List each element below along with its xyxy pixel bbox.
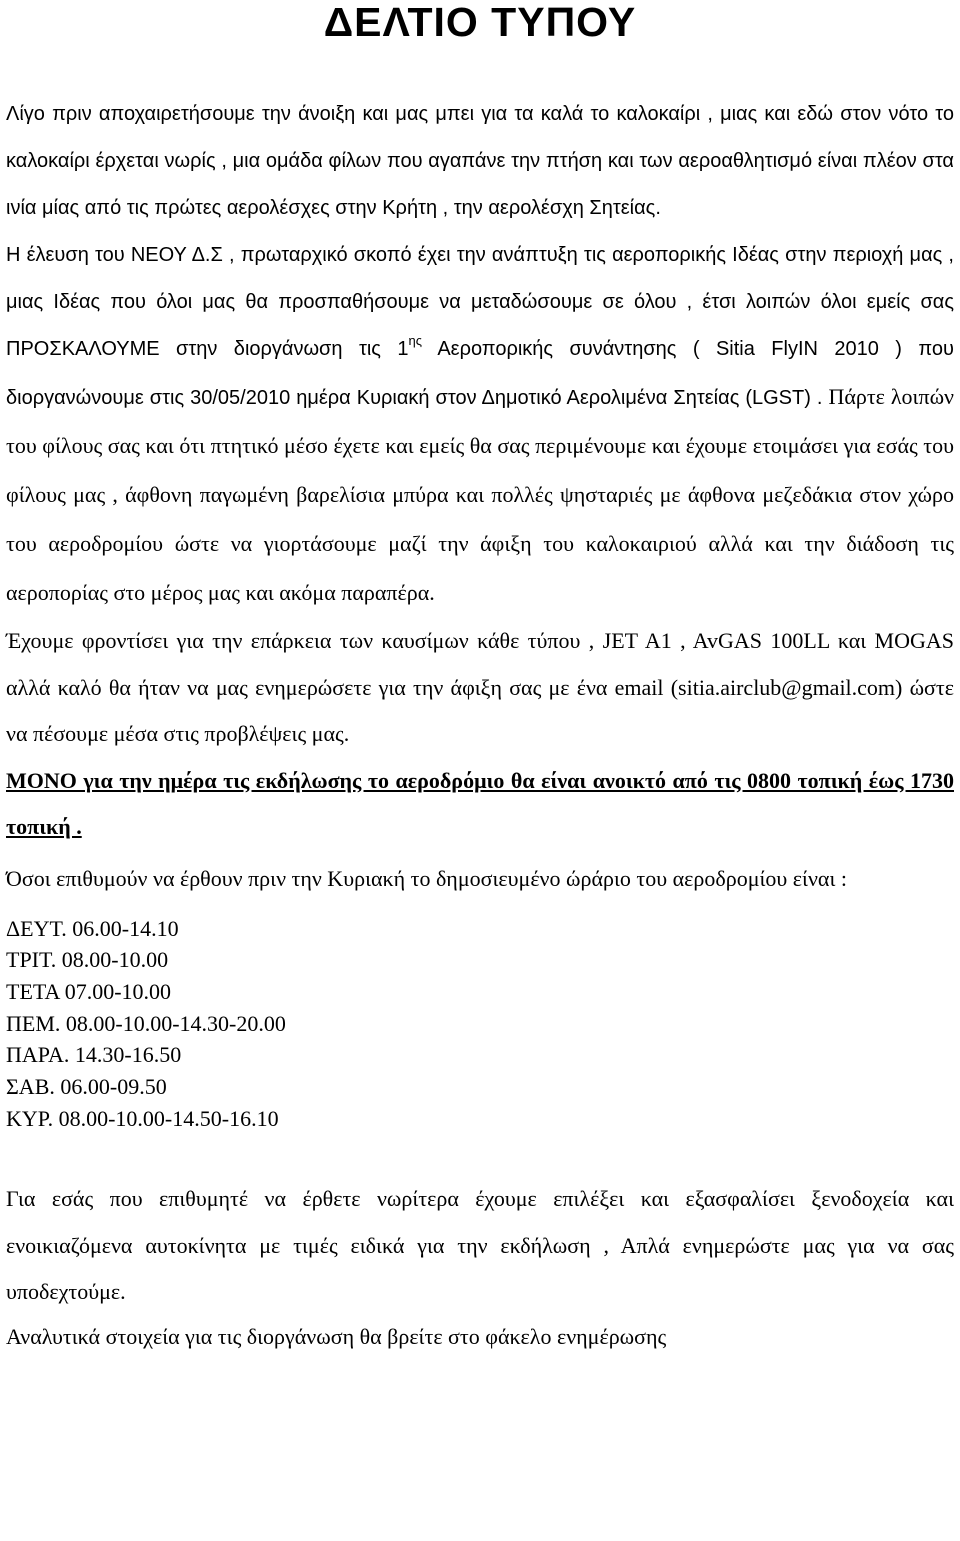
- details-paragraph: Αναλυτικά στοιχεία για τις διοργάνωση θα βρείτε στο φάκελο ενημέρωσης: [6, 1323, 667, 1349]
- schedule-intro: Όσοι επιθυμούν να έρθουν πριν την Κυριακή το δημοσιευμένο ώράριο του αεροδρομίου είναι :: [6, 865, 847, 891]
- schedule-item-wednesday: ΤΕΤΑ 07.00-10.00: [6, 978, 172, 1004]
- schedule-item-saturday: ΣΑΒ. 06.00-09.50: [6, 1074, 167, 1100]
- schedule-item-monday: ΔΕΥΤ. 06.00-14.10: [6, 915, 179, 941]
- schedule-item-friday: ΠΑΡΑ. 14.30-16.50: [6, 1042, 182, 1068]
- invitation-text: Πάρτε λοιπών του φίλους σας και ότι πτητικό μέσο έχετε και εμείς θα σας περιμένουμε και έχουμε ετοιμάσει για εσάς του φίλους μας , άφθονη παγωμένη βαρελίσια μπύρα και πολλές ψησταριές με άφθονα μεζεδάκια στον χώρο του αεροδρομίου ώστε να γιορτάσουμε μαζί την άφιξη του καλοκαιριού αλλά και την διάδοση τις αεροπορίας στο μέρος μας και ακόμα παραπέρα.: [6, 384, 955, 605]
- accommodation-paragraph: Για εσάς που επιθυμητέ να έρθετε νωρίτερα έχουμε επιλέξει και εξασφαλίσει ξενοδοχεία και ενοικιαζόμενα αυτοκίνητα με τιμές ειδικά για την εκδήλωση , Απλά ενημερώστε μας για να σας υποδεχτούμε.: [6, 1186, 954, 1305]
- ordinal-superscript: ης: [408, 333, 422, 348]
- schedule-item-tuesday: ΤΡΙΤ. 08.00-10.00: [6, 947, 169, 973]
- opening-hours-notice: ΜΟΝΟ για την ημέρα τις εκδήλωσης το αεροδρόμιο θα είναι ανοικτό από τις 0800 τοπική έως 1730 τοπική .: [6, 767, 954, 839]
- intro-paragraph: Λίγο πριν αποχαιρετήσουμε την άνοιξη και μας μπει για τα καλά το καλοκαίρι , μιας και εδώ στον νότο το καλοκαίρι έρχεται νωρίς , μια ομάδα φίλων που αγαπάνε την πτήση και των αεροαθλητισμό είναι πλέον στα ινία μίας από τις πρώτες αερολέσχες στην Κρήτη , την αερολέσχη Σητείας.: [6, 103, 954, 219]
- fuel-paragraph: Έχουμε φροντίσει για την επάρκεια των καυσίμων κάθε τύπου , JET A1 , AvGAS 100LL και MOGAS αλλά καλό θα ήταν να μας ενημερώσετε για την άφιξη σας με ένα email (sitia.airclub@gmail.com) ώστε να πέσουμε μέσα στις προβλέψεις μας.: [6, 628, 954, 746]
- page-title: ΔΕΛΤΙΟ ΤΥΠΟΥ: [323, 0, 637, 45]
- schedule-item-sunday: ΚΥΡ. 08.00-10.00-14.50-16.10: [6, 1105, 279, 1131]
- event-text: Αεροπορικής συνάντησης ( Sitia FlyIN 2010 ) που διοργανώνουμε στις 30/05/2010 ημέρα Κυριακή στον Δημοτικό Αερολιμένα Σητείας (LGST) .: [6, 338, 954, 409]
- airport-schedule: [6, 913, 954, 1135]
- press-release-document: [6, 0, 954, 1360]
- schedule-item-thursday: ΠΕΜ. 08.00-10.00-14.30-20.00: [6, 1010, 286, 1036]
- arrival-text: Η έλευση του ΝΕΟΥ Δ.Σ , πρωταρχικό σκοπό έχει την ανάπτυξη τις αεροπορικής Ιδέας στην περιοχή μας , μιας Ιδέας που όλοι μας θα προσπαθήσουμε να μεταδώσουμε σε όλου , έτσι λοιπών όλοι εμείς σας ΠΡΟΣΚΑΛΟΥΜΕ στην διοργάνωση τις 1: [6, 244, 954, 360]
- arrival-paragraph: [6, 232, 954, 618]
